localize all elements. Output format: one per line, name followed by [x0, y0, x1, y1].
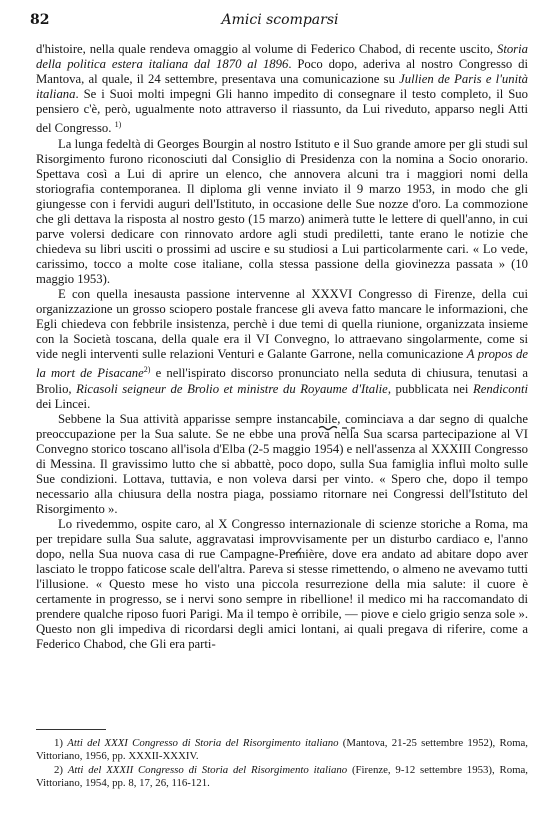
- footnote-ref-2: 2): [143, 365, 151, 375]
- paragraph-1: d'histoire, nella quale rendeva omaggio al volume di Federico Chabod, di recente uscito, Storia della politica estera italiana dal 1870 al 1896. Poco dopo, aderiva al nostro Congresso di Mantova, al quale, il 24 settembre, presentava una comunicazione su Jullien de Paris e l'unità italiana. Se i Suoi molti impegni Gli hanno impedito di consegnare il testo completo, il Suo pensiero c'è, però, ugualmente noto attraverso il riassunto, da Lui riveduto, apparso negli Atti del Congresso. $^{1)}$: [36, 42, 528, 136]
- footnote-2: 2) Atti del XXXII Congresso di Storia del Risorgimento italiano (Firenze, 9-12 settembre 1953), Roma, Vittoriano, 1954, pp. 8, 17, 26, 116-121.: [36, 764, 528, 789]
- footnote-ref-1: 1): [114, 120, 122, 130]
- paragraph-2: La lunga fedeltà di Georges Bourgin al nostro Istituto e il Suo grande amore per gli studi sul Risorgimento furono riconosciuti dal Consiglio di Presidenza con la nomina a Socio onorario. Spettava così a Lui di aprire un elenco, che annovera alcuni tra i maggiori nomi della storiografia contemporanea. Il diploma gli venne inviato il 9 marzo 1953, in modo che gli giungesse con i fervidi auguri dell'Istituto, in occasione delle Sue nozze d'oro. La commozione che gli dettava la risposta al nostro gesto (15 marzo) animerà tutte le lettere di quell'anno, in cui parve volersi dedicare con rinnovato ardore agli studi prediletti, tante erano le notizie che chiedeva su libri usciti o prossimi ad uscire e su studiosi a Lui particolarmente cari. « Lo vede, carissimo, tocco a molte cose italiane, colla stessa passione della giovinezza passata » (10 maggio 1953).: [36, 136, 528, 286]
- pen-scribble-mark: [318, 424, 358, 432]
- paragraph-4: Sebbene la Sua attività apparisse sempre instancabile, cominciava a dar segno di qualche preoccupazione per la Sua salute. Se ne ebbe una prova nella Sua scarsa partecipazione al VI Convegno storico toscano all'isola d'Elba (2-5 maggio 1954) e nell'assenza al XXXIII Congresso di Messina. Il gravissimo lutto che si abbattè, poco dopo, sulla Sua famiglia influì molto sulle Sue condizioni. Lottava, tuttavia, e non voleva darsi per vinto. « Spero che, dopo il tempo necessario alla chiusura della nostra piaga, possiamo ritornare nei Congressi dell'Istituto del Risorgimento ».: [36, 411, 528, 516]
- footnotes: [36, 737, 528, 791]
- running-title: Amici scomparsi: [221, 12, 339, 28]
- footnote-1: 1) Atti del XXXI Congresso di Storia del Risorgimento italiano (Mantova, 21-25 settembre 1952), Roma, Vittoriano, 1956, pp. XXXII-XXXIV.: [36, 737, 528, 762]
- page-header: [30, 12, 530, 32]
- body-text: [36, 42, 528, 652]
- paragraph-3: E con quella inesausta passione intervenne al XXXVI Congresso di Firenze, della cui organizzazione un grosso sciopero postale francese gli aveva fatto mancare le informazioni, che Egli chiedeva con febbrile insistenza, perchè i due temi di quella riunione, organizzata insieme con la Società toscana, della quale era il VI Convegno, lo attraevano singolarmente, come si vide negli interventi sulle relazioni Venturi e Galante Garrone, nella comunicazione A propos de la mort de Pisacane$^{2)}$ e nell'ispirato discorso pronunciato nella seduta di chiusura, tenutasi a Brolio, Ricasoli seigneur de Brolio et ministre du Royaume d'Italie, pubblicata nei Rendiconti dei Lincei.: [36, 286, 529, 411]
- paragraph-5: Lo rivedemmo, ospite caro, al X Congresso internazionale di scienze storiche a Roma, ma per trepidare sulla Sua salute, aggravatasi improvvisamente per un disturbo cardiaco e, l'anno dopo, nella Sua nuova casa di rue Campagne-Première, dove era andato ad abitare dopo aver lasciato le troppo faticose scale dell'altra. Pareva si stesse rimettendo, o almeno ne avevamo tutti l'illusione. « Questo mese ho visto una piccola resurrezione della mia salute: il cuore è certamente in progresso, se i nervi sono sempre in ribellione! il medico mi ha raccomandato di prendere qualche riposo fuori Parigi. Ma il tempo è orribile, — piove e cielo grigio senza sole ». Questo non gli impediva di ricordarsi degli amici lontani, ai quali pregava di riferire, come a Federico Chabod, che Gli era parti-: [36, 516, 528, 652]
- page-number: 82: [30, 12, 50, 28]
- footnote-rule: [36, 729, 106, 730]
- pen-tick-mark: [292, 547, 302, 555]
